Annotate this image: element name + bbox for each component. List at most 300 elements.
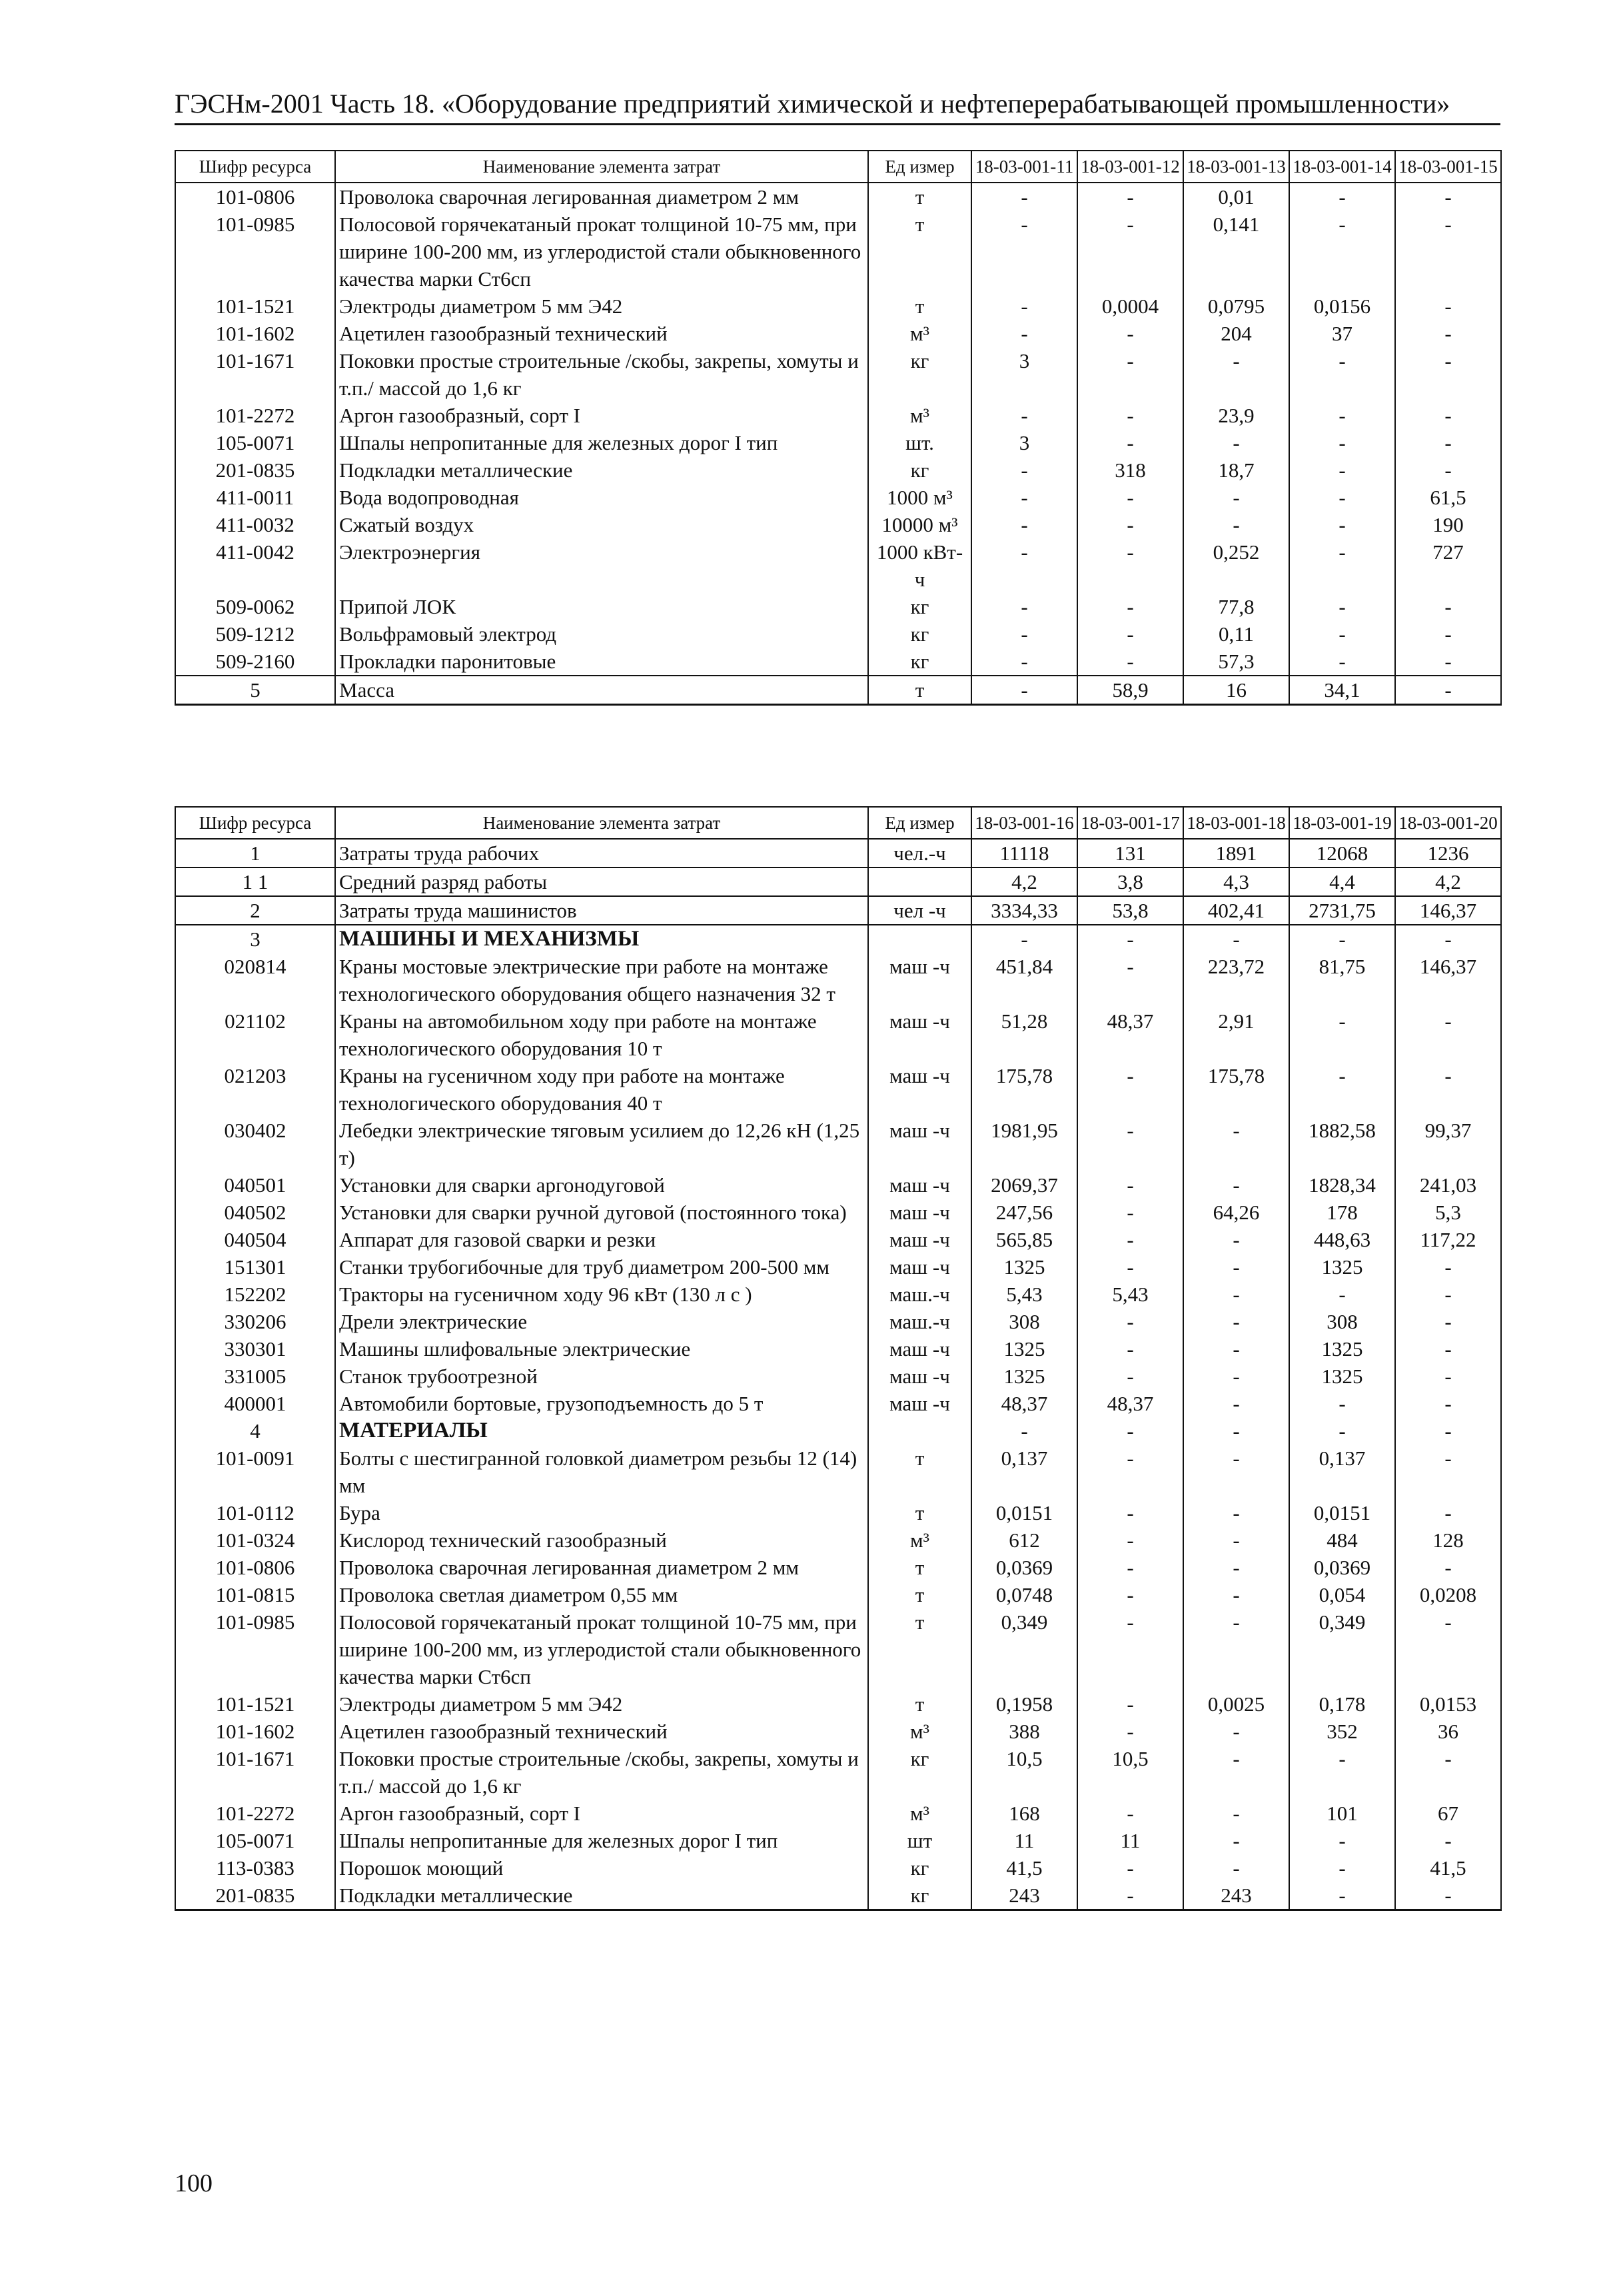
table-row — [175, 676, 1501, 705]
resource-name-cell: Установки для сварки аргонодуговой — [335, 1171, 868, 1199]
value-cell: - — [1183, 1800, 1289, 1827]
column-header-unit: Ед измер — [868, 151, 971, 183]
value-cell: - — [1077, 1800, 1183, 1827]
value-cell: - — [1395, 1335, 1501, 1363]
value-cell: 0,0151 — [1289, 1499, 1395, 1526]
value-cell: - — [1077, 1690, 1183, 1718]
resource-code-cell: 330206 — [175, 1308, 335, 1335]
value-cell: 190 — [1395, 511, 1501, 538]
resource-code-cell: 040501 — [175, 1171, 335, 1199]
table-row — [175, 347, 1501, 402]
value-cell: - — [1077, 484, 1183, 511]
table-row — [175, 1526, 1501, 1554]
value-cell: 175,78 — [971, 1062, 1077, 1117]
resource-name-cell: Полосовой горячекатаный прокат толщиной 10-75 мм, при ширине 100-200 мм, из углеродистой стали обыкновенного качества марки Ст6сп — [335, 211, 868, 292]
column-header-c4: 18-03-001-14 — [1289, 151, 1395, 183]
resource-code-cell: 101-1602 — [175, 320, 335, 347]
value-cell: 168 — [971, 1800, 1077, 1827]
unit-cell: м³ — [868, 1800, 971, 1827]
value-cell: - — [1077, 1117, 1183, 1171]
value-cell: - — [1395, 211, 1501, 292]
resource-code-cell: 101-1521 — [175, 1690, 335, 1718]
resource-code-cell: 101-1602 — [175, 1718, 335, 1745]
table-row — [175, 648, 1501, 676]
page-number: 100 — [175, 2169, 213, 2197]
resource-name-cell: Электроды диаметром 5 мм Э42 — [335, 1690, 868, 1718]
unit-cell: маш -ч — [868, 1390, 971, 1417]
resource-code-cell: 1 1 — [175, 867, 335, 896]
resource-name-cell: Электроэнергия — [335, 538, 868, 593]
resource-name-cell: Станок трубоотрезной — [335, 1363, 868, 1390]
value-cell: 23,9 — [1183, 402, 1289, 429]
resource-name-cell: Сжатый воздух — [335, 511, 868, 538]
resource-name-cell: Болты с шестигранной головкой диаметром резьбы 12 (14) мм — [335, 1444, 868, 1499]
value-cell: 1891 — [1183, 839, 1289, 867]
table-row — [175, 1581, 1501, 1608]
value-cell: - — [1289, 1827, 1395, 1854]
value-cell: 48,37 — [1077, 1007, 1183, 1062]
table-row — [175, 1499, 1501, 1526]
value-cell: - — [1289, 1281, 1395, 1308]
resource-name-cell: Затраты труда рабочих — [335, 839, 868, 867]
unit-cell: 1000 кВт-ч — [868, 538, 971, 593]
value-cell: 0,141 — [1183, 211, 1289, 292]
unit-cell: т — [868, 292, 971, 320]
resource-code-cell: 331005 — [175, 1363, 335, 1390]
resource-code-cell: 201-0835 — [175, 456, 335, 484]
value-cell: - — [1395, 1745, 1501, 1800]
unit-cell: т — [868, 676, 971, 705]
value-cell: - — [1289, 925, 1395, 953]
resource-name-cell: Шпалы непропитанные для железных дорог I тип — [335, 1827, 868, 1854]
value-cell: 4,4 — [1289, 867, 1395, 896]
resource-code-cell: 5 — [175, 676, 335, 705]
value-cell: 34,1 — [1289, 676, 1395, 705]
value-cell: - — [971, 593, 1077, 620]
value-cell: - — [1183, 1171, 1289, 1199]
value-cell: 0,1958 — [971, 1690, 1077, 1718]
table-row — [175, 1827, 1501, 1854]
value-cell: 146,37 — [1395, 953, 1501, 1007]
unit-cell: маш -ч — [868, 1253, 971, 1281]
resource-table-2 — [175, 806, 1502, 1911]
value-cell: - — [1183, 1554, 1289, 1581]
value-cell: 41,5 — [1395, 1854, 1501, 1882]
unit-cell: кг — [868, 456, 971, 484]
value-cell: 2731,75 — [1289, 896, 1395, 925]
resource-name-cell: Установки для сварки ручной дуговой (постоянного тока) — [335, 1199, 868, 1226]
column-header-c2: 18-03-001-12 — [1077, 151, 1183, 183]
unit-cell: м³ — [868, 1718, 971, 1745]
value-cell: 53,8 — [1077, 896, 1183, 925]
unit-cell: кг — [868, 347, 971, 402]
table-row — [175, 1745, 1501, 1800]
value-cell: 0,0153 — [1395, 1690, 1501, 1718]
value-cell: 484 — [1289, 1526, 1395, 1554]
value-cell: 0,0795 — [1183, 292, 1289, 320]
value-cell: - — [1395, 648, 1501, 676]
value-cell: - — [1077, 648, 1183, 676]
value-cell: - — [1183, 1444, 1289, 1499]
table-row — [175, 1335, 1501, 1363]
value-cell: - — [1395, 925, 1501, 953]
value-cell: - — [1289, 1062, 1395, 1117]
unit-cell — [868, 925, 971, 953]
value-cell: 0,349 — [971, 1608, 1077, 1690]
resource-code-cell: 330301 — [175, 1335, 335, 1363]
value-cell: - — [1183, 1499, 1289, 1526]
value-cell: 12068 — [1289, 839, 1395, 867]
value-cell: - — [1395, 402, 1501, 429]
column-header-c5: 18-03-001-20 — [1395, 807, 1501, 839]
resource-name-cell: Тракторы на гусеничном ходу 96 кВт (130 л с ) — [335, 1281, 868, 1308]
value-cell: 1325 — [971, 1363, 1077, 1390]
value-cell: 81,75 — [1289, 953, 1395, 1007]
value-cell: - — [1183, 1308, 1289, 1335]
value-cell: 11118 — [971, 839, 1077, 867]
value-cell: 67 — [1395, 1800, 1501, 1827]
value-cell: - — [1289, 1417, 1395, 1444]
value-cell: - — [1395, 1554, 1501, 1581]
resource-code-cell: 101-1671 — [175, 347, 335, 402]
value-cell: - — [971, 484, 1077, 511]
resource-name-cell: Ацетилен газообразный технический — [335, 1718, 868, 1745]
unit-cell: м³ — [868, 320, 971, 347]
value-cell: 61,5 — [1395, 484, 1501, 511]
resource-name-cell: Припой ЛОК — [335, 593, 868, 620]
unit-cell: маш -ч — [868, 1171, 971, 1199]
value-cell: 3334,33 — [971, 896, 1077, 925]
table-row — [175, 456, 1501, 484]
value-cell: - — [1183, 347, 1289, 402]
resource-name-cell: МАШИНЫ И МЕХАНИЗМЫ — [335, 925, 868, 953]
value-cell: - — [1289, 648, 1395, 676]
unit-cell: т — [868, 1690, 971, 1718]
table-row — [175, 1608, 1501, 1690]
table-row — [175, 292, 1501, 320]
value-cell: 318 — [1077, 456, 1183, 484]
resource-name-cell: Автомобили бортовые, грузоподъемность до 5 т — [335, 1390, 868, 1417]
value-cell: - — [1395, 1608, 1501, 1690]
resource-name-cell: Порошок моющий — [335, 1854, 868, 1882]
value-cell: - — [1183, 1718, 1289, 1745]
value-cell: - — [971, 402, 1077, 429]
value-cell: 1882,58 — [1289, 1117, 1395, 1171]
value-cell: - — [1183, 1827, 1289, 1854]
value-cell: - — [1077, 1171, 1183, 1199]
table-row — [175, 896, 1501, 925]
value-cell: 402,41 — [1183, 896, 1289, 925]
value-cell: 308 — [1289, 1308, 1395, 1335]
value-cell: 1325 — [1289, 1335, 1395, 1363]
value-cell: - — [971, 648, 1077, 676]
value-cell: - — [1395, 593, 1501, 620]
value-cell: - — [1077, 1308, 1183, 1335]
value-cell: - — [1077, 1062, 1183, 1117]
value-cell: 3,8 — [1077, 867, 1183, 896]
resource-name-cell: Проволока сварочная легированная диаметром 2 мм — [335, 1554, 868, 1581]
value-cell: 1325 — [1289, 1363, 1395, 1390]
value-cell: 146,37 — [1395, 896, 1501, 925]
value-cell: - — [1077, 925, 1183, 953]
table-row — [175, 511, 1501, 538]
resource-code-cell: 151301 — [175, 1253, 335, 1281]
value-cell: - — [1289, 211, 1395, 292]
value-cell: 5,3 — [1395, 1199, 1501, 1226]
value-cell: - — [1077, 1526, 1183, 1554]
resource-name-cell: Электроды диаметром 5 мм Э42 — [335, 292, 868, 320]
value-cell: 0,349 — [1289, 1608, 1395, 1690]
resource-name-cell: Кислород технический газообразный — [335, 1526, 868, 1554]
value-cell: - — [971, 292, 1077, 320]
value-cell: 1236 — [1395, 839, 1501, 867]
resource-name-cell: Шпалы непропитанные для железных дорог I тип — [335, 429, 868, 456]
column-header-c3: 18-03-001-13 — [1183, 151, 1289, 183]
value-cell: - — [1183, 1226, 1289, 1253]
value-cell: - — [1077, 1253, 1183, 1281]
unit-cell: кг — [868, 620, 971, 648]
value-cell: 243 — [1183, 1882, 1289, 1910]
table-row — [175, 1854, 1501, 1882]
value-cell: 0,0004 — [1077, 292, 1183, 320]
value-cell: 0,178 — [1289, 1690, 1395, 1718]
unit-cell: т — [868, 1581, 971, 1608]
column-header-c3: 18-03-001-18 — [1183, 807, 1289, 839]
column-header-code: Шифр ресурса — [175, 151, 335, 183]
value-cell: - — [1395, 347, 1501, 402]
unit-cell: 10000 м³ — [868, 511, 971, 538]
resource-name-cell: Машины шлифовальные электрические — [335, 1335, 868, 1363]
value-cell: - — [1395, 456, 1501, 484]
resource-name-cell: Дрели электрические — [335, 1308, 868, 1335]
table-row — [175, 484, 1501, 511]
value-cell: - — [1289, 402, 1395, 429]
resource-name-cell: Лебедки электрические тяговым усилием до 12,26 кН (1,25 т) — [335, 1117, 868, 1171]
value-cell: - — [1395, 1390, 1501, 1417]
value-cell: 565,85 — [971, 1226, 1077, 1253]
value-cell: - — [1077, 1854, 1183, 1882]
value-cell: 388 — [971, 1718, 1077, 1745]
value-cell: - — [1289, 429, 1395, 456]
resource-code-cell: 101-0091 — [175, 1444, 335, 1499]
resource-code-cell: 101-0985 — [175, 1608, 335, 1690]
value-cell: - — [1077, 593, 1183, 620]
table-row — [175, 1417, 1501, 1444]
value-cell: 0,01 — [1183, 183, 1289, 211]
resource-code-cell: 2 — [175, 896, 335, 925]
column-header-c4: 18-03-001-19 — [1289, 807, 1395, 839]
resource-name-cell: Прокладки паронитовые — [335, 648, 868, 676]
value-cell: 3 — [971, 429, 1077, 456]
value-cell: - — [1183, 1608, 1289, 1690]
resource-code-cell: 040504 — [175, 1226, 335, 1253]
value-cell: - — [1077, 1417, 1183, 1444]
column-header-name: Наименование элемента затрат — [335, 807, 868, 839]
value-cell: 10,5 — [971, 1745, 1077, 1800]
value-cell: - — [1183, 1581, 1289, 1608]
value-cell: - — [1077, 1718, 1183, 1745]
resource-code-cell: 040502 — [175, 1199, 335, 1226]
value-cell: 727 — [1395, 538, 1501, 593]
resource-name-cell: Аппарат для газовой сварки и резки — [335, 1226, 868, 1253]
value-cell: - — [1183, 1363, 1289, 1390]
value-cell: 308 — [971, 1308, 1077, 1335]
table-row — [175, 1390, 1501, 1417]
unit-cell: шт. — [868, 429, 971, 456]
unit-cell: маш -ч — [868, 1007, 971, 1062]
unit-cell — [868, 1417, 971, 1444]
value-cell: - — [1183, 1281, 1289, 1308]
value-cell: - — [1077, 429, 1183, 456]
value-cell: - — [1289, 347, 1395, 402]
value-cell: 10,5 — [1077, 1745, 1183, 1800]
resource-code-cell: 201-0835 — [175, 1882, 335, 1910]
value-cell: 0,137 — [971, 1444, 1077, 1499]
resource-name-cell: Проволока сварочная легированная диаметром 2 мм — [335, 183, 868, 211]
table-row — [175, 320, 1501, 347]
table-row — [175, 953, 1501, 1007]
value-cell: 0,0369 — [1289, 1554, 1395, 1581]
value-cell: 1828,34 — [1289, 1171, 1395, 1199]
value-cell: - — [1183, 484, 1289, 511]
value-cell: - — [1395, 1308, 1501, 1335]
unit-cell: маш -ч — [868, 1199, 971, 1226]
value-cell: - — [1077, 1499, 1183, 1526]
value-cell: - — [1395, 183, 1501, 211]
resource-name-cell: Аргон газообразный, сорт I — [335, 1800, 868, 1827]
resource-code-cell: 411-0042 — [175, 538, 335, 593]
value-cell: 117,22 — [1395, 1226, 1501, 1253]
value-cell: 1981,95 — [971, 1117, 1077, 1171]
table-row — [175, 1690, 1501, 1718]
value-cell: 352 — [1289, 1718, 1395, 1745]
value-cell: 3 — [971, 347, 1077, 402]
unit-cell: 1000 м³ — [868, 484, 971, 511]
table-row — [175, 211, 1501, 292]
value-cell: 223,72 — [1183, 953, 1289, 1007]
value-cell: 451,84 — [971, 953, 1077, 1007]
table-header-row — [175, 807, 1501, 839]
resource-code-cell: 3 — [175, 925, 335, 953]
resource-code-cell: 509-1212 — [175, 620, 335, 648]
unit-cell: шт — [868, 1827, 971, 1854]
value-cell: 57,3 — [1183, 648, 1289, 676]
value-cell: - — [1077, 1226, 1183, 1253]
resource-name-cell: Поковки простые строительные /скобы, закрепы, хомуты и т.п./ массой до 1,6 кг — [335, 347, 868, 402]
resource-name-cell: Затраты труда машинистов — [335, 896, 868, 925]
resource-name-cell: Вольфрамовый электрод — [335, 620, 868, 648]
value-cell: - — [1077, 1363, 1183, 1390]
value-cell: - — [1183, 511, 1289, 538]
table-row — [175, 1882, 1501, 1910]
column-header-code: Шифр ресурса — [175, 807, 335, 839]
resource-code-cell: 021102 — [175, 1007, 335, 1062]
value-cell: - — [1289, 484, 1395, 511]
unit-cell: кг — [868, 1882, 971, 1910]
resource-code-cell: 509-0062 — [175, 593, 335, 620]
resource-name-cell: Аргон газообразный, сорт I — [335, 402, 868, 429]
value-cell: 0,0156 — [1289, 292, 1395, 320]
resource-name-cell: Краны на автомобильном ходу при работе на монтаже технологического оборудования 10 т — [335, 1007, 868, 1062]
value-cell: 1325 — [971, 1253, 1077, 1281]
value-cell: - — [971, 1417, 1077, 1444]
value-cell: 51,28 — [971, 1007, 1077, 1062]
value-cell: - — [1077, 1554, 1183, 1581]
unit-cell: маш -ч — [868, 1363, 971, 1390]
value-cell: - — [1395, 292, 1501, 320]
unit-cell: чел -ч — [868, 896, 971, 925]
table-row — [175, 429, 1501, 456]
resource-code-cell: 101-0985 — [175, 211, 335, 292]
value-cell: - — [1289, 1390, 1395, 1417]
value-cell: 612 — [971, 1526, 1077, 1554]
unit-cell: т — [868, 211, 971, 292]
value-cell: - — [1395, 429, 1501, 456]
resource-code-cell: 101-1671 — [175, 1745, 335, 1800]
value-cell: - — [1077, 1199, 1183, 1226]
resource-code-cell: 021203 — [175, 1062, 335, 1117]
resource-code-cell: 400001 — [175, 1390, 335, 1417]
resource-code-cell: 105-0071 — [175, 429, 335, 456]
value-cell: 243 — [971, 1882, 1077, 1910]
value-cell: 175,78 — [1183, 1062, 1289, 1117]
unit-cell: маш -ч — [868, 1226, 971, 1253]
value-cell: - — [1395, 676, 1501, 705]
value-cell: - — [1077, 211, 1183, 292]
value-cell: - — [1077, 347, 1183, 402]
unit-cell: м³ — [868, 1526, 971, 1554]
value-cell: 1325 — [1289, 1253, 1395, 1281]
resource-name-cell: Ацетилен газообразный технический — [335, 320, 868, 347]
table-row — [175, 402, 1501, 429]
value-cell: 131 — [1077, 839, 1183, 867]
value-cell: - — [1077, 183, 1183, 211]
unit-cell: м³ — [868, 402, 971, 429]
value-cell: - — [1289, 456, 1395, 484]
resource-code-cell: 101-2272 — [175, 1800, 335, 1827]
value-cell: 178 — [1289, 1199, 1395, 1226]
resource-code-cell: 101-0815 — [175, 1581, 335, 1608]
value-cell: - — [1183, 1253, 1289, 1281]
value-cell: 48,37 — [1077, 1390, 1183, 1417]
value-cell: - — [1395, 1281, 1501, 1308]
table-row — [175, 867, 1501, 896]
value-cell: - — [1077, 538, 1183, 593]
value-cell: 0,252 — [1183, 538, 1289, 593]
value-cell: - — [971, 320, 1077, 347]
unit-cell: маш -ч — [868, 1335, 971, 1363]
table-row — [175, 1554, 1501, 1581]
table-row — [175, 1718, 1501, 1745]
value-cell: - — [1395, 320, 1501, 347]
value-cell: - — [1289, 593, 1395, 620]
value-cell: - — [1077, 320, 1183, 347]
value-cell: 4,3 — [1183, 867, 1289, 896]
unit-cell — [868, 867, 971, 896]
resource-code-cell: 020814 — [175, 953, 335, 1007]
value-cell: 0,0748 — [971, 1581, 1077, 1608]
value-cell: - — [1183, 1117, 1289, 1171]
table-row — [175, 925, 1501, 953]
resource-code-cell: 509-2160 — [175, 648, 335, 676]
resource-name-cell: Проволока светлая диаметром 0,55 мм — [335, 1581, 868, 1608]
value-cell: - — [1077, 1581, 1183, 1608]
value-cell: - — [1077, 1608, 1183, 1690]
value-cell: - — [1077, 402, 1183, 429]
resource-name-cell: Краны мостовые электрические при работе на монтаже технологического оборудования общего назначения 32 т — [335, 953, 868, 1007]
unit-cell: маш.-ч — [868, 1308, 971, 1335]
table-row — [175, 1308, 1501, 1335]
